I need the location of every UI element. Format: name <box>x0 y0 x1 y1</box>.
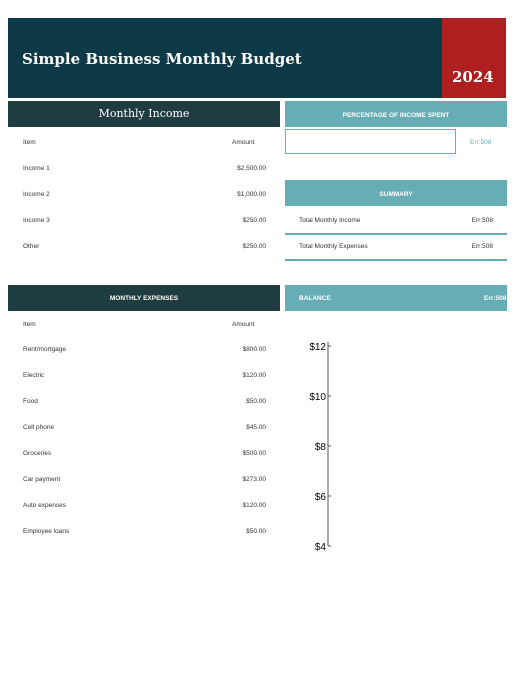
expenses-header <box>8 285 280 311</box>
income-row-item[interactable]: Income 3 <box>23 217 50 224</box>
expense-row-item[interactable]: Groceries <box>23 450 52 457</box>
summary-title: SUMMARY <box>379 191 413 198</box>
chart-tick-label: $6 <box>314 492 326 503</box>
balance-chart <box>285 330 507 555</box>
summary-divider <box>285 259 507 261</box>
chart-y-axis <box>309 342 331 553</box>
chart-tick-label: $12 <box>309 342 326 353</box>
expense-row-amount[interactable]: $45.00 <box>246 424 266 431</box>
summary-income-value[interactable]: Err:508 <box>471 217 493 224</box>
chart-tick-label: $4 <box>314 542 326 553</box>
expense-row-amount[interactable]: $120.00 <box>242 502 266 509</box>
percentage-title: PERCENTAGE OF INCOME SPENT <box>342 112 450 119</box>
expenses-title: MONTHLY EXPENSES <box>109 295 179 302</box>
expenses-col-amount: Amount <box>232 321 255 328</box>
expense-row-amount[interactable]: $800.00 <box>242 346 266 353</box>
expense-row-item[interactable]: Electric <box>23 372 45 379</box>
percentage-value[interactable]: Err:508 <box>470 139 492 146</box>
income-row-amount[interactable]: $250.00 <box>242 217 266 224</box>
expense-row-amount[interactable]: $50.00 <box>246 398 266 405</box>
summary-expenses-value[interactable]: Err:508 <box>471 243 493 250</box>
year-label: 2024 <box>452 68 494 86</box>
year-box <box>442 18 506 98</box>
summary-divider <box>285 233 507 235</box>
income-title: Monthly Income <box>98 107 190 120</box>
expense-row-amount[interactable]: $500.00 <box>242 450 266 457</box>
income-header <box>8 101 280 127</box>
expenses-col-item: Item <box>23 321 36 328</box>
expense-row-amount[interactable]: $50.00 <box>246 528 266 535</box>
expense-row-item[interactable]: Auto expenses <box>23 502 67 509</box>
expense-row-item[interactable]: Employee loans <box>23 528 70 535</box>
income-row-amount[interactable]: $2,500.00 <box>237 165 266 172</box>
percentage-header <box>285 101 507 127</box>
expense-row-amount[interactable]: $273.00 <box>242 476 266 483</box>
income-row-amount[interactable]: $250.00 <box>242 243 266 250</box>
chart-tick-label: $10 <box>309 392 326 403</box>
income-row-item[interactable]: Income 2 <box>23 191 50 198</box>
expense-row-item[interactable]: Food <box>23 398 38 405</box>
income-row-amount[interactable]: $1,000.00 <box>237 191 266 198</box>
expense-row-item[interactable]: Cell phone <box>23 424 55 431</box>
summary-header <box>285 180 507 206</box>
percentage-bar <box>285 129 456 154</box>
balance-title: BALANCE <box>299 295 331 302</box>
expense-row-amount[interactable]: $120.00 <box>242 372 266 379</box>
summary-expenses-label: Total Monthly Expenses <box>299 243 368 250</box>
chart-tick-label: $8 <box>314 442 326 453</box>
summary-income-label: Total Monthly Income <box>299 217 361 224</box>
expense-row-item[interactable]: Car payment <box>23 476 61 483</box>
income-col-item: Item <box>23 139 36 146</box>
income-row-item[interactable]: Income 1 <box>23 165 50 172</box>
income-row-item[interactable]: Other <box>23 243 40 250</box>
expense-row-item[interactable]: Rent/mortgage <box>23 346 66 353</box>
page-title: Simple Business Monthly Budget <box>22 50 302 68</box>
balance-value[interactable]: Err:508 <box>484 295 507 302</box>
income-col-amount: Amount <box>232 139 255 146</box>
